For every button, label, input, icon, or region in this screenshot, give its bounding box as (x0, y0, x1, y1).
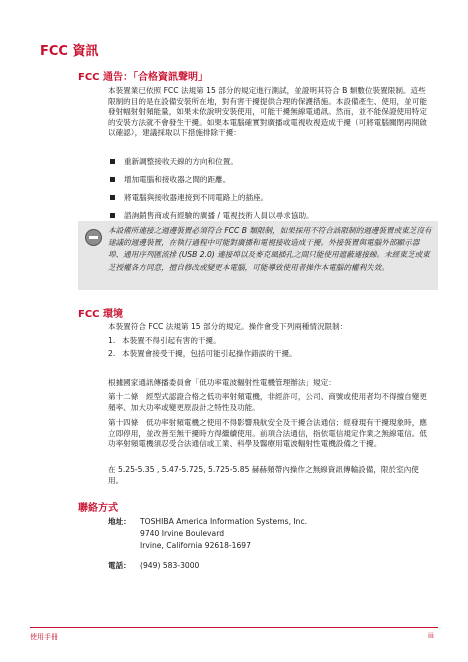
list-item: 1. 本裝置不得引起有害的干擾。 (108, 336, 221, 345)
footer-page-number: iii (428, 632, 434, 640)
square-bullet-icon (110, 195, 115, 200)
contact-heading: 聯絡方式 (78, 503, 118, 514)
fcc-environment-paragraph: 本裝置符合 FCC 法規第 15 部分的規定。操作會受下列兩種情況限制： (108, 322, 348, 331)
fcc-environment-heading: FCC 環境 (78, 309, 123, 320)
list-item: 增加電腦和接收器之間的距離。 (108, 175, 433, 193)
phone-label: 電話： (108, 561, 131, 570)
list-item: 2. 本裝置會接受干擾，包括可能引起操作錯誤的干擾。 (108, 349, 297, 358)
footer-manual-title: 使用手冊 (30, 633, 58, 641)
address-line: 9740 Irvine Boulevard (140, 529, 225, 538)
contact-block (108, 516, 438, 572)
square-bullet-icon (110, 177, 115, 182)
address-label: 地址： (108, 517, 131, 526)
list-item: 重新調整接收天線的方向和位置。 (108, 157, 433, 175)
caution-text: 本設備所連接之週邊裝置必須符合 FCC B 類限制，如果採用不符合該限制的週邊裝置或東芝沒有建議的週邊裝置，在執行過程中可能對廣播和電視接收造成干擾。外接裝置與電腦外部顯示器埠、通用序列匯流排 (USB 2.0) 連接埠以及麥克風插孔之間只能使用遮蔽連接線。未經東芝或東芝授權各方同意，擅自修改或變更本電腦，可能導致使用者操作本電腦的權利失效。 (108, 226, 432, 272)
page-title: FCC 資訊 (40, 44, 99, 59)
operating-conditions-list (108, 336, 433, 362)
fcc-notice-heading: FCC 通告：「合格資訊聲明」 (78, 72, 208, 83)
no-entry-icon (85, 229, 102, 246)
interference-measures-list (108, 157, 433, 229)
footer-divider (30, 627, 438, 628)
square-bullet-icon (110, 213, 115, 218)
indoor-use-paragraph: 在 5.25-5.35 , 5.47-5.725, 5.725-5.85 赫赫頻帶內操作之無線資訊傳輸設備，限於室內使用。 (108, 465, 419, 485)
square-bullet-icon (110, 159, 115, 164)
article-14-paragraph: 第十四條 低功率射頻電機之使用不得影響飛航安全及干擾合法通信；經發現有干擾現象時，應立即停用，並改善至無干擾時方得繼續使用。前項合法通信，指依電信規定作業之無線電信。低功率射頻電機須忍受合法通信或工業、科學及醫療用電波輻射性電機設備之干擾。 (108, 418, 427, 448)
ncc-regulation-intro: 根據國家通訊傳播委員會「低功率電波輻射性電機管理辦法」規定： (108, 378, 336, 387)
caution-note (78, 221, 438, 290)
address-line: Irvine, California 92618-1697 (140, 541, 251, 550)
phone-line: 電話： (949) 583-3000 (108, 561, 200, 570)
fcc-notice-paragraph: 本裝置業已依照 FCC 法規第 15 部分的規定進行測試，並證明其符合 B 類數位裝置限制。這些限制的目的是在設備安裝所在地，對有害干擾提供合理的保護措施。本設備產生、使用，並可能發射幅射射頻能量，如果未依說明安裝使用，可能干擾無線電通訊。然而，並不能保證使用特定的安裝方法就不會發生干擾。如果本電腦確實對廣播或電視收視造成干擾（可將電腦關閉再開啟以確認），建議採取以下措施排除干擾： (108, 86, 427, 137)
address-line: 地址： TOSHIBA America Information Systems, Inc. (108, 517, 308, 526)
list-item: 將電腦與接收器連接到不同電路上的插座。 (108, 193, 433, 211)
article-12-paragraph: 第十二條 經型式認證合格之低功率射頻電機，非經許可，公司、商號或使用者均不得擅自變更頻率、加大功率或變更原設計之特性及功能。 (108, 392, 427, 412)
list-item: 諮詢銷售商或有經驗的廣播 / 電視技術人員以尋求協助。 (108, 211, 433, 229)
